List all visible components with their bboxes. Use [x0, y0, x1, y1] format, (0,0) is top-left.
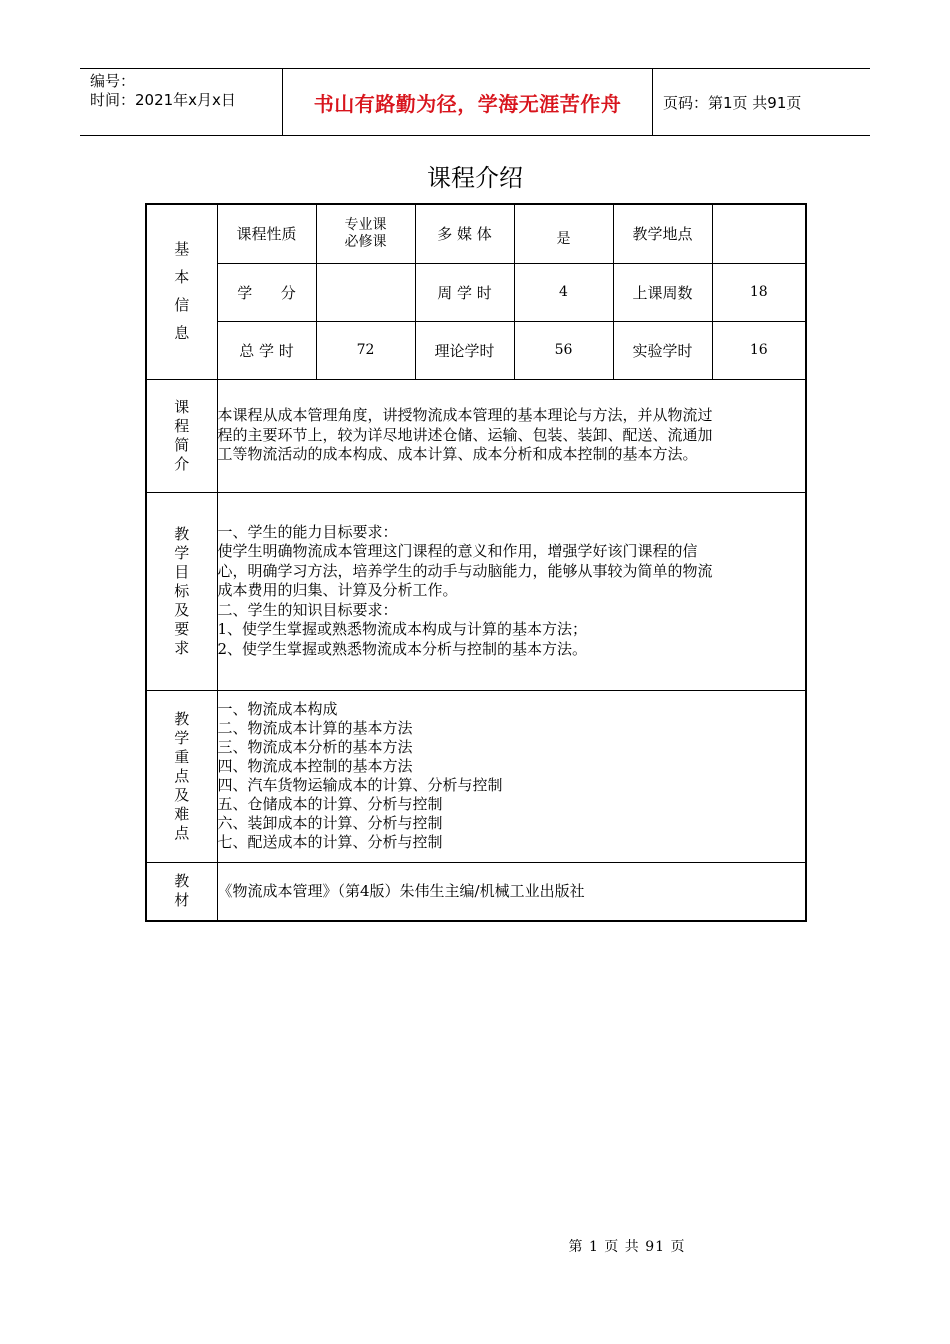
keypoints-label: 教 学 重 点 及 难 点	[146, 690, 217, 862]
basic-row-2	[146, 263, 806, 321]
lab-hours-label: 实验学时	[613, 321, 712, 379]
credit-value	[316, 263, 415, 321]
page-footer: 第 1 页 共 91 页	[568, 1239, 686, 1255]
multimedia-label: 多 媒 体	[415, 204, 514, 263]
keypoints-content: 一、物流成本构成 二、物流成本计算的基本方法 三、物流成本分析的基本方法 四、物流成本控制的基本方法 四、汽车货物运输成本的计算、分析与控制 五、仓储成本的计算、分析与控制 六、装卸成本的计算、分析与控制 七、配送成本的计算、分析与控制	[217, 690, 806, 862]
header-meta	[80, 69, 283, 135]
course-nature-value: 专业课 必修课	[316, 204, 415, 263]
code-label: 编号：	[90, 72, 136, 90]
theory-hours-value: 56	[514, 321, 613, 379]
credit-label: 学 分	[217, 263, 316, 321]
multimedia-value: 是	[514, 204, 613, 263]
page-title: 课程介绍	[427, 164, 523, 192]
total-hours-label: 总 学 时	[217, 321, 316, 379]
header-page-info: 页码：第1页 共91页	[663, 93, 802, 112]
header-motto: 书山有路勤为径，学海无涯苦作舟	[283, 69, 653, 135]
goals-content: 一、学生的能力目标要求： 使学生明确物流成本管理这门课程的意义和作用，增强学好该门课程的信 心，明确学习方法，培养学生的动手与动脑能力，能够从事较为简单的物流 成本费用的归集、计算及分析工作。 二、学生的知识目标要求： 1、使学生掌握或熟悉物流成本构成与计算的基本方法； 2、使学生掌握或熟悉物流成本分析与控制的基本方法。	[217, 492, 806, 690]
weeks-value: 18	[712, 263, 806, 321]
document-header	[80, 68, 870, 136]
course-nature-label: 课程性质	[217, 204, 316, 263]
basic-row-1	[146, 204, 806, 263]
basic-row-3	[146, 321, 806, 379]
theory-hours-label: 理论学时	[415, 321, 514, 379]
basic-info-label: 基 本 信 息	[146, 204, 217, 379]
keypoints-row	[146, 690, 806, 862]
intro-row	[146, 379, 806, 492]
weekly-hours-label: 周 学 时	[415, 263, 514, 321]
time-label: 时间：2021年x月x日	[90, 91, 236, 109]
textbook-label: 教 材	[146, 862, 217, 921]
weeks-label: 上课周数	[613, 263, 712, 321]
location-label: 教学地点	[613, 204, 712, 263]
intro-content: 本课程从成本管理角度，讲授物流成本管理的基本理论与方法，并从物流过 程的主要环节上，较为详尽地讲述仓储、运输、包装、装卸、配送、流通加 工等物流活动的成本构成、成本计算、成本分析和成本控制的基本方法。	[217, 379, 806, 492]
textbook-row	[146, 862, 806, 921]
goals-row	[146, 492, 806, 690]
location-value	[712, 204, 806, 263]
textbook-content: 《物流成本管理》（第4版）朱伟生主编/机械工业出版社	[217, 862, 806, 921]
intro-label: 课 程 简 介	[146, 379, 217, 492]
goals-label: 教 学 目 标 及 要 求	[146, 492, 217, 690]
total-hours-value: 72	[316, 321, 415, 379]
course-table	[145, 203, 807, 922]
lab-hours-value: 16	[712, 321, 806, 379]
weekly-hours-value: 4	[514, 263, 613, 321]
